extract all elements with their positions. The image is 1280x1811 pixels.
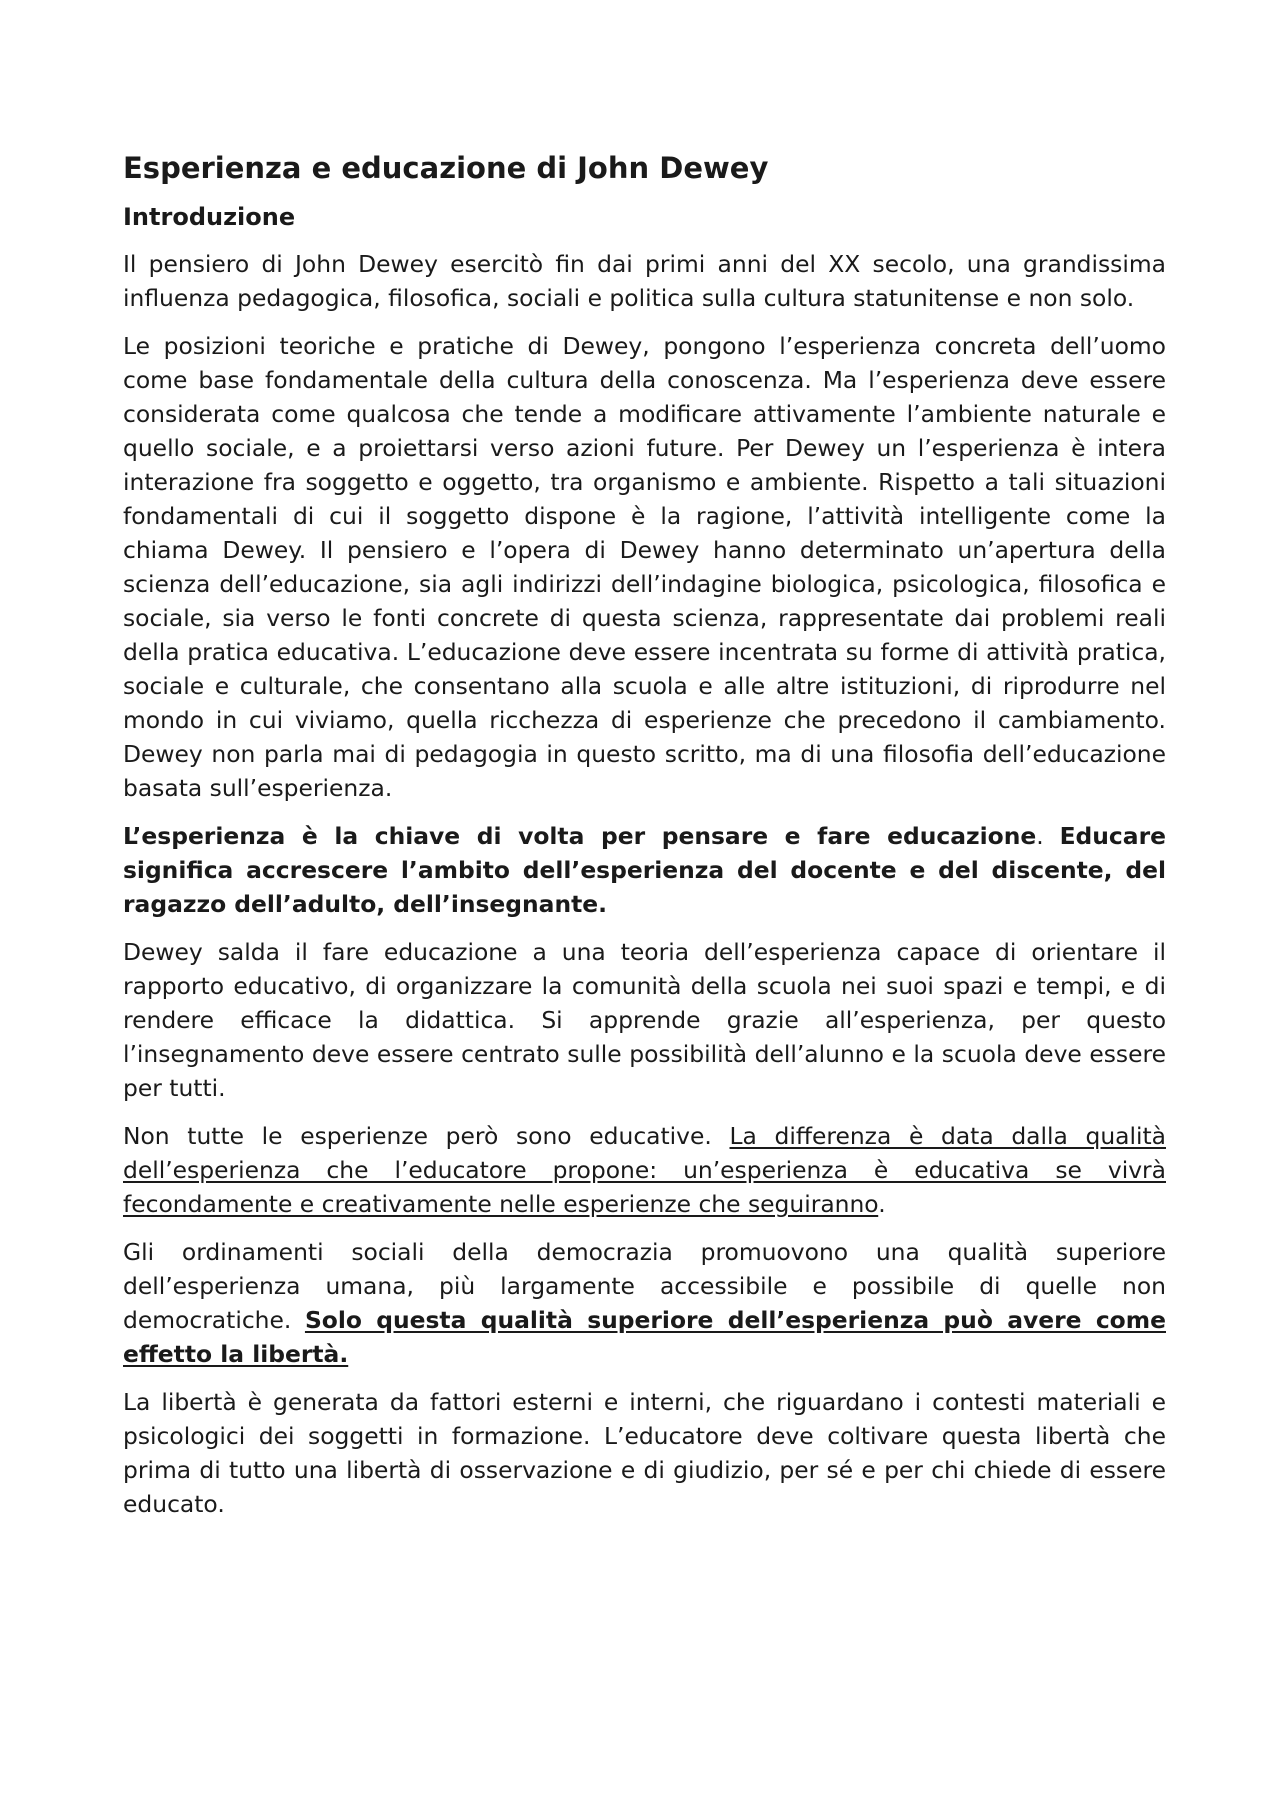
paragraph-5-underlined: La differenza è data dalla qualità dell’esperienza che l’educatore propone: un’esperienza è educativa se vivrà fecondamente e creativamente nelle esperienze che seguiranno bbox=[123, 1121, 1166, 1218]
paragraph-3 bbox=[123, 819, 1166, 921]
paragraph-3-bold-b: Educare significa accrescere l’ambito dell’esperienza del docente e del discente, del ragazzo dell’adulto, dell’insegnante. bbox=[123, 821, 1166, 918]
paragraph-6-bold-underlined: Solo questa qualità superiore dell’esperienza può avere come effetto la libertà. bbox=[123, 1305, 1166, 1368]
section-heading-introduzione: Introduzione bbox=[123, 202, 296, 231]
paragraph-6-plain: Gli ordinamenti sociali della democrazia promuovono una qualità superiore dell’esperienza umana, più largamente accessibile e possibile di quelle non democratiche. bbox=[123, 1237, 1166, 1334]
paragraph-7-text: La libertà è generata da fattori esterni e interni, che riguardano i contesti materiali e psicologici dei soggetti in formazione. L’educatore deve coltivare questa libertà che prima di tutto una libertà di osservazione e di giudizio, per sé e per chi chiede di essere educato. bbox=[123, 1387, 1166, 1518]
paragraph-4 bbox=[123, 935, 1166, 1105]
paragraph-5 bbox=[123, 1119, 1166, 1221]
paragraph-1 bbox=[123, 247, 1166, 315]
document-page bbox=[123, 150, 1166, 1535]
paragraph-1-text: Il pensiero di John Dewey esercitò fin dai primi anni del XX secolo, una grandissima influenza pedagogica, filosofica, sociali e politica sulla cultura statunitense e non solo. bbox=[123, 249, 1166, 312]
paragraph-4-text: Dewey salda il fare educazione a una teoria dell’esperienza capace di orientare il rapporto educativo, di organizzare la comunità della scuola nei suoi spazi e tempi, e di rendere efficace la didattica. Si apprende grazie all’esperienza, per questo l’insegnamento deve essere centrato sulle possibilità dell’alunno e la scuola deve essere per tutti. bbox=[123, 937, 1166, 1102]
paragraph-7 bbox=[123, 1385, 1166, 1521]
paragraph-5-period: . bbox=[878, 1189, 886, 1218]
paragraph-3-bold-a: L’esperienza è la chiave di volta per pensare e fare educazione bbox=[123, 821, 1037, 850]
document-title: Esperienza e educazione di John Dewey bbox=[123, 151, 769, 185]
paragraph-2-text: Le posizioni teoriche e pratiche di Dewey, pongono l’esperienza concreta dell’uomo come base fondamentale della cultura della conoscenza. Ma l’esperienza deve essere considerata come qualcosa che tende a modificare attivamente l’ambiente naturale e quello sociale, e a proiettarsi verso azioni future. Per Dewey un l’esperienza è intera interazione fra soggetto e oggetto, tra organismo e ambiente. Rispetto a tali situazioni fondamentali di cui il soggetto dispone è la ragione, l’attività intelligente come la chiama Dewey. Il pensiero e l’opera di Dewey hanno determinato un’apertura della scienza dell’educazione, sia agli indirizzi dell’indagine biologica, psicologica, filosofica e sociale, sia verso le fonti concrete di questa scienza, rappresentate dai problemi reali della pratica educativa. L’educazione deve essere incentrata su forme di attività pratica, sociale e culturale, che consentano alla scuola e alle altre istituzioni, di riprodurre nel mondo in cui viviamo, quella ricchezza di esperienze che precedono il cambiamento. Dewey non parla mai di pedagogia in questo scritto, ma di una filosofia dell’educazione basata sull’esperienza. bbox=[123, 331, 1166, 802]
paragraph-3-plain: . bbox=[1036, 821, 1060, 850]
paragraph-5-plain: Non tutte le esperienze però sono educative. bbox=[123, 1121, 730, 1150]
paragraph-2 bbox=[123, 329, 1166, 805]
paragraph-6 bbox=[123, 1235, 1166, 1371]
